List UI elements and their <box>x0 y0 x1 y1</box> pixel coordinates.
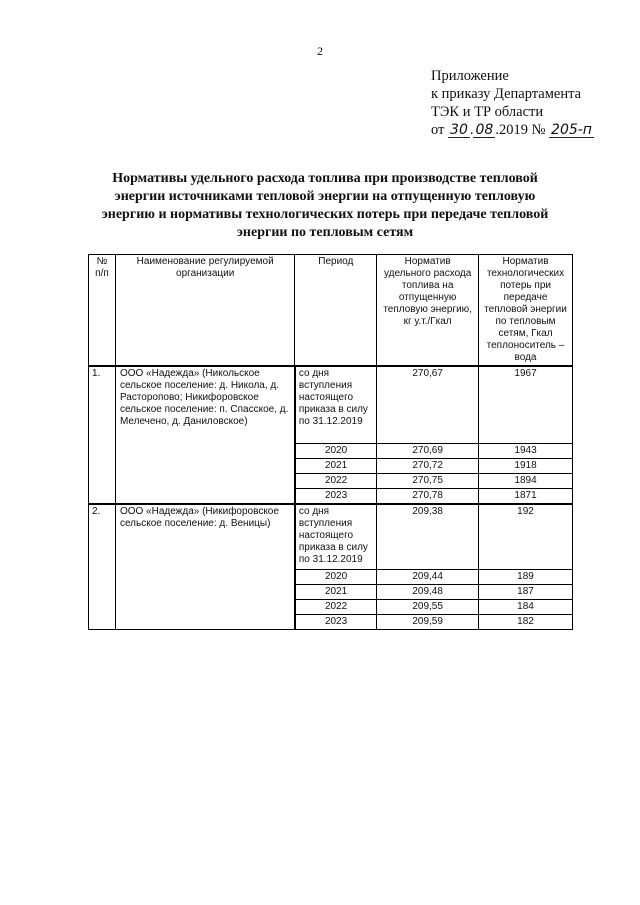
page-number: 2 <box>317 44 323 58</box>
header-org: Наименование регулируемой организации <box>115 255 294 367</box>
appendix-block <box>431 67 594 139</box>
table-row <box>89 366 573 444</box>
date-year: .2019 № <box>495 122 546 138</box>
period-cell: со дня вступления настоящего приказа в силу по 31.12.2019 <box>295 366 377 444</box>
period-cell: 2021 <box>295 585 377 600</box>
row-number: 2. <box>89 504 116 630</box>
header-period: Период <box>295 255 377 367</box>
header-loss-norm: Норматив технологических потерь при передаче тепловой энергии по тепловым сетям, Гкал теплоноситель – вода <box>479 255 573 367</box>
fuel-norm-cell: 209,55 <box>377 600 479 615</box>
header-num: № п/п <box>89 255 116 367</box>
loss-norm-cell: 1894 <box>479 474 573 489</box>
organization-cell: ООО «Надежда» (Никифоровское сельское поселение: д. Веницы) <box>115 504 294 630</box>
period-cell: 2021 <box>295 459 377 474</box>
period-cell: 2023 <box>295 489 377 505</box>
period-cell: со дня вступления настоящего приказа в силу по 31.12.2019 <box>295 504 377 570</box>
fuel-norm-cell: 270,69 <box>377 444 479 459</box>
table-header-row <box>89 255 573 367</box>
loss-norm-cell: 187 <box>479 585 573 600</box>
fuel-norm-cell: 270,78 <box>377 489 479 505</box>
fuel-norm-cell: 270,72 <box>377 459 479 474</box>
loss-norm-cell: 1967 <box>479 366 573 444</box>
fuel-norm-cell: 270,67 <box>377 366 479 444</box>
period-cell: 2022 <box>295 600 377 615</box>
loss-norm-cell: 182 <box>479 615 573 630</box>
order-number: 205-п <box>551 122 592 138</box>
period-cell: 2020 <box>295 444 377 459</box>
loss-norm-cell: 184 <box>479 600 573 615</box>
norms-table <box>88 254 573 630</box>
period-cell: 2023 <box>295 615 377 630</box>
date-month: 08 <box>475 122 494 138</box>
appendix-line-3: ТЭК и ТР области <box>431 104 544 120</box>
fuel-norm-cell: 209,48 <box>377 585 479 600</box>
appendix-date-line: от 30 . 08 .2019 № 205-п <box>431 122 592 138</box>
fuel-norm-cell: 209,59 <box>377 615 479 630</box>
fuel-norm-cell: 270,75 <box>377 474 479 489</box>
table-row <box>89 504 573 570</box>
period-cell: 2020 <box>295 570 377 585</box>
fuel-norm-cell: 209,44 <box>377 570 479 585</box>
loss-norm-cell: 1871 <box>479 489 573 505</box>
period-cell: 2022 <box>295 474 377 489</box>
date-prefix: от <box>431 122 445 138</box>
row-number: 1. <box>89 366 116 504</box>
loss-norm-cell: 192 <box>479 504 573 570</box>
appendix-line-2: к приказу Департамента <box>431 86 582 102</box>
document-title: Нормативы удельного расхода топлива при производстве тепловой энергии источниками тепловой энергии на отпущенную тепловую энергию и нормативы технологических потерь при передаче тепловой энергии по тепловым сетям <box>101 171 549 240</box>
header-fuel-norm: Норматив удельного расхода топлива на отпущенную тепловую энергию, кг у.т./Гкал <box>377 255 479 367</box>
loss-norm-cell: 189 <box>479 570 573 585</box>
organization-cell: ООО «Надежда» (Никольское сельское поселение: д. Никола, д. Расторопово; Никифоровское сельское поселение: п. Спасское, д. Мелечено, д. Даниловское) <box>115 366 294 504</box>
appendix-line-1: Приложение <box>431 68 509 84</box>
fuel-norm-cell: 209,38 <box>377 504 479 570</box>
date-day: 30 <box>450 122 468 138</box>
loss-norm-cell: 1943 <box>479 444 573 459</box>
loss-norm-cell: 1918 <box>479 459 573 474</box>
